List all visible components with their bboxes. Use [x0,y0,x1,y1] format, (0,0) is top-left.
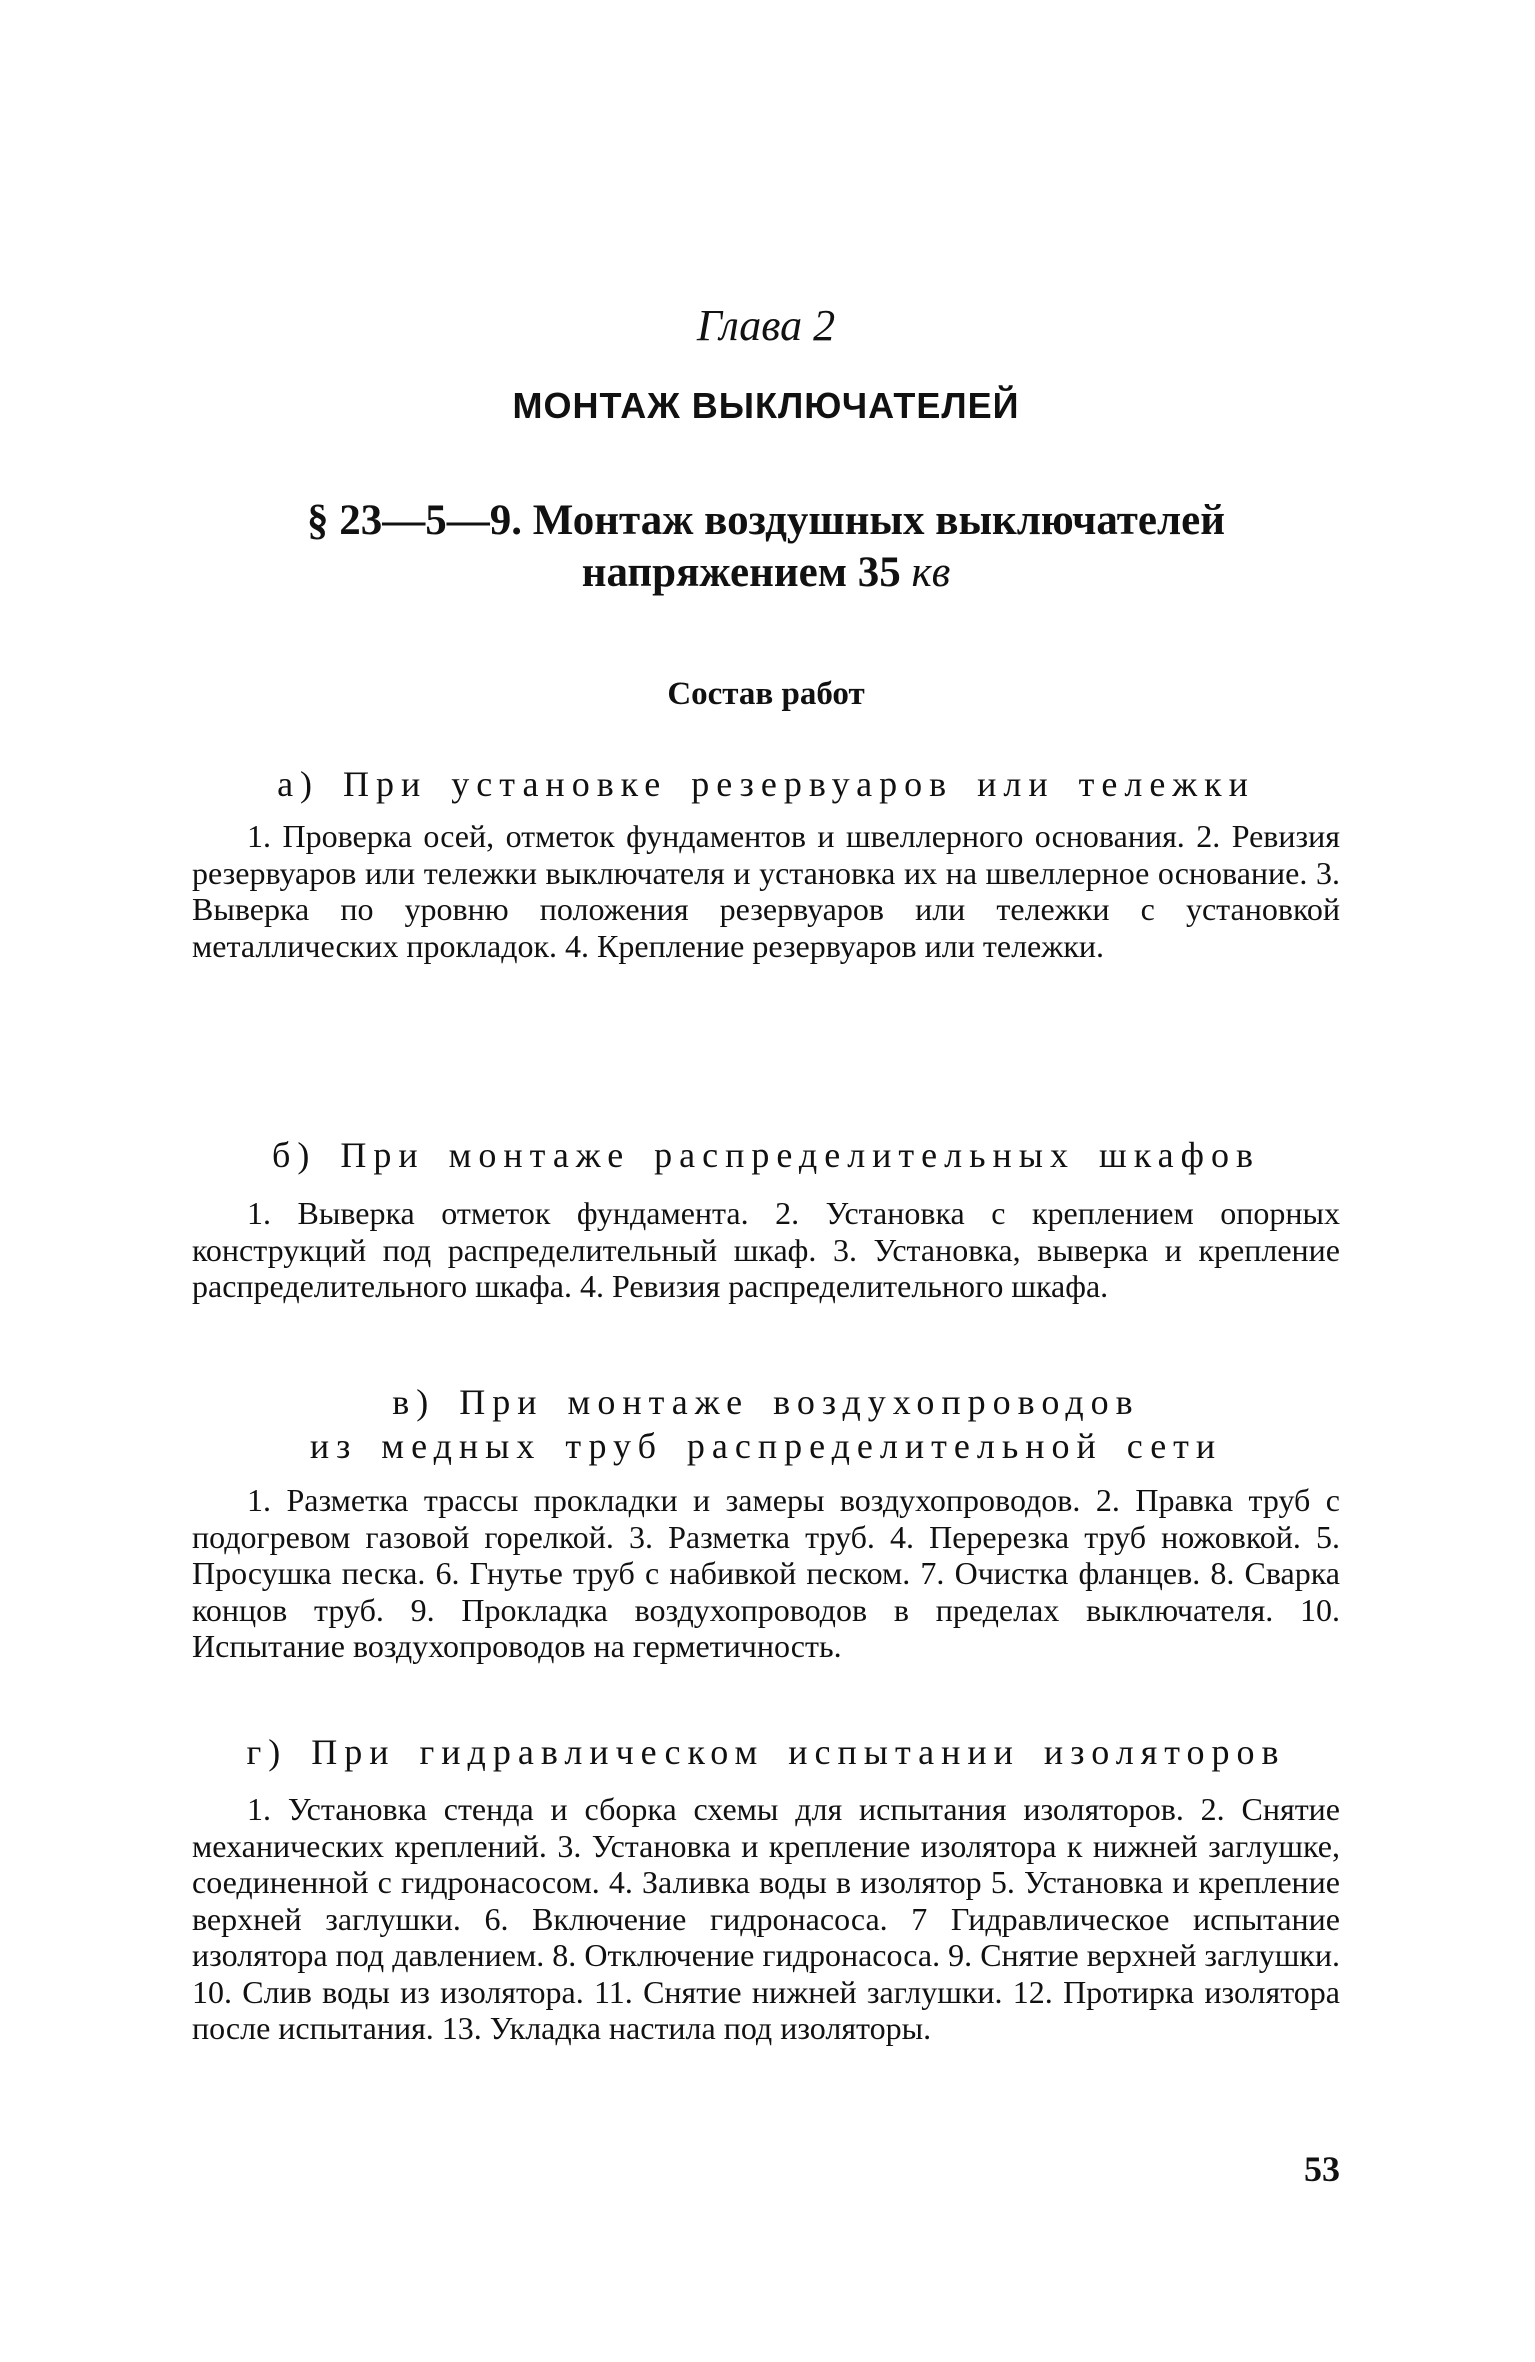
subsection-c-heading-line-2: из медных труб распределительной сети [309,1426,1223,1466]
page-number: 53 [1304,2149,1340,2189]
section-title-unit: кв [911,549,951,596]
subsection-b-text: 1. Выверка отметок фундамента. 2. Установка с креплением опорных конструкций под распределительный шкаф. 3. Установка, выверка и крепление распределительного шкафа. 4. Ревизия распределительного шкафа. [192,1195,1340,1304]
subsection-a-heading: а) При установке резервуаров или тележки [277,764,1255,804]
work-composition-header: Состав работ [667,676,865,712]
section-title-line-1: § 23—5—9. Монтаж воздушных выключателей [307,497,1225,544]
subsection-c-heading [192,1380,1340,1468]
subsection-c-heading-line-1: в) При монтаже воздухопроводов [392,1382,1140,1422]
subsection-a-text: 1. Проверка осей, отметок фундаментов и швеллерного основания. 2. Ревизия резервуаров или тележки выключателя и установка их на швеллерное основание. 3. Выверка по уровню положения резервуаров или тележки с установкой металлических прокладок. 4. Крепление резервуаров или тележки. [192,818,1340,964]
section-title-text: напряжением 35 [581,549,912,596]
subsection-c-text: 1. Разметка трассы прокладки и замеры воздухопроводов. 2. Правка труб с подогревом газовой горелкой. 3. Разметка труб. 4. Перерезка труб ножовкой. 5. Просушка песка. 6. Гнутье труб с набивкой песком. 7. Очистка фланцев. 8. Сварка концов труб. 9. Прокладка воздухопроводов в пределах выключателя. 10. Испытание воздухопроводов на герметичность. [192,1482,1340,1664]
section-title-line-2 [192,547,1340,599]
subsection-d-heading: г) При гидравлическом испытании изоляторов [246,1732,1286,1772]
subsection-d-text: 1. Установка стенда и сборка схемы для испытания изоляторов. 2. Снятие механических креплений. 3. Установка и крепление изолятора к нижней заглушке, соединенной с гидронасосом. 4. Заливка воды в изолятор 5. Установка и крепление верхней заглушки. 6. Включение гидронасоса. 7 Гидравлическое испытание изолятора под давлением. 8. Отключение гидронасоса. 9. Снятие верхней заглушки. 10. Слив воды из изолятора. 11. Снятие нижней заглушки. 12. Протирка изолятора после испытания. 13. Укладка настила под изоляторы. [192,1791,1340,2046]
chapter-title: МОНТАЖ ВЫКЛЮЧАТЕЛЕЙ [512,385,1020,426]
section-title [192,495,1340,599]
subsection-b-heading: б) При монтаже распределительных шкафов [272,1135,1260,1175]
chapter-label: Глава 2 [696,301,836,350]
